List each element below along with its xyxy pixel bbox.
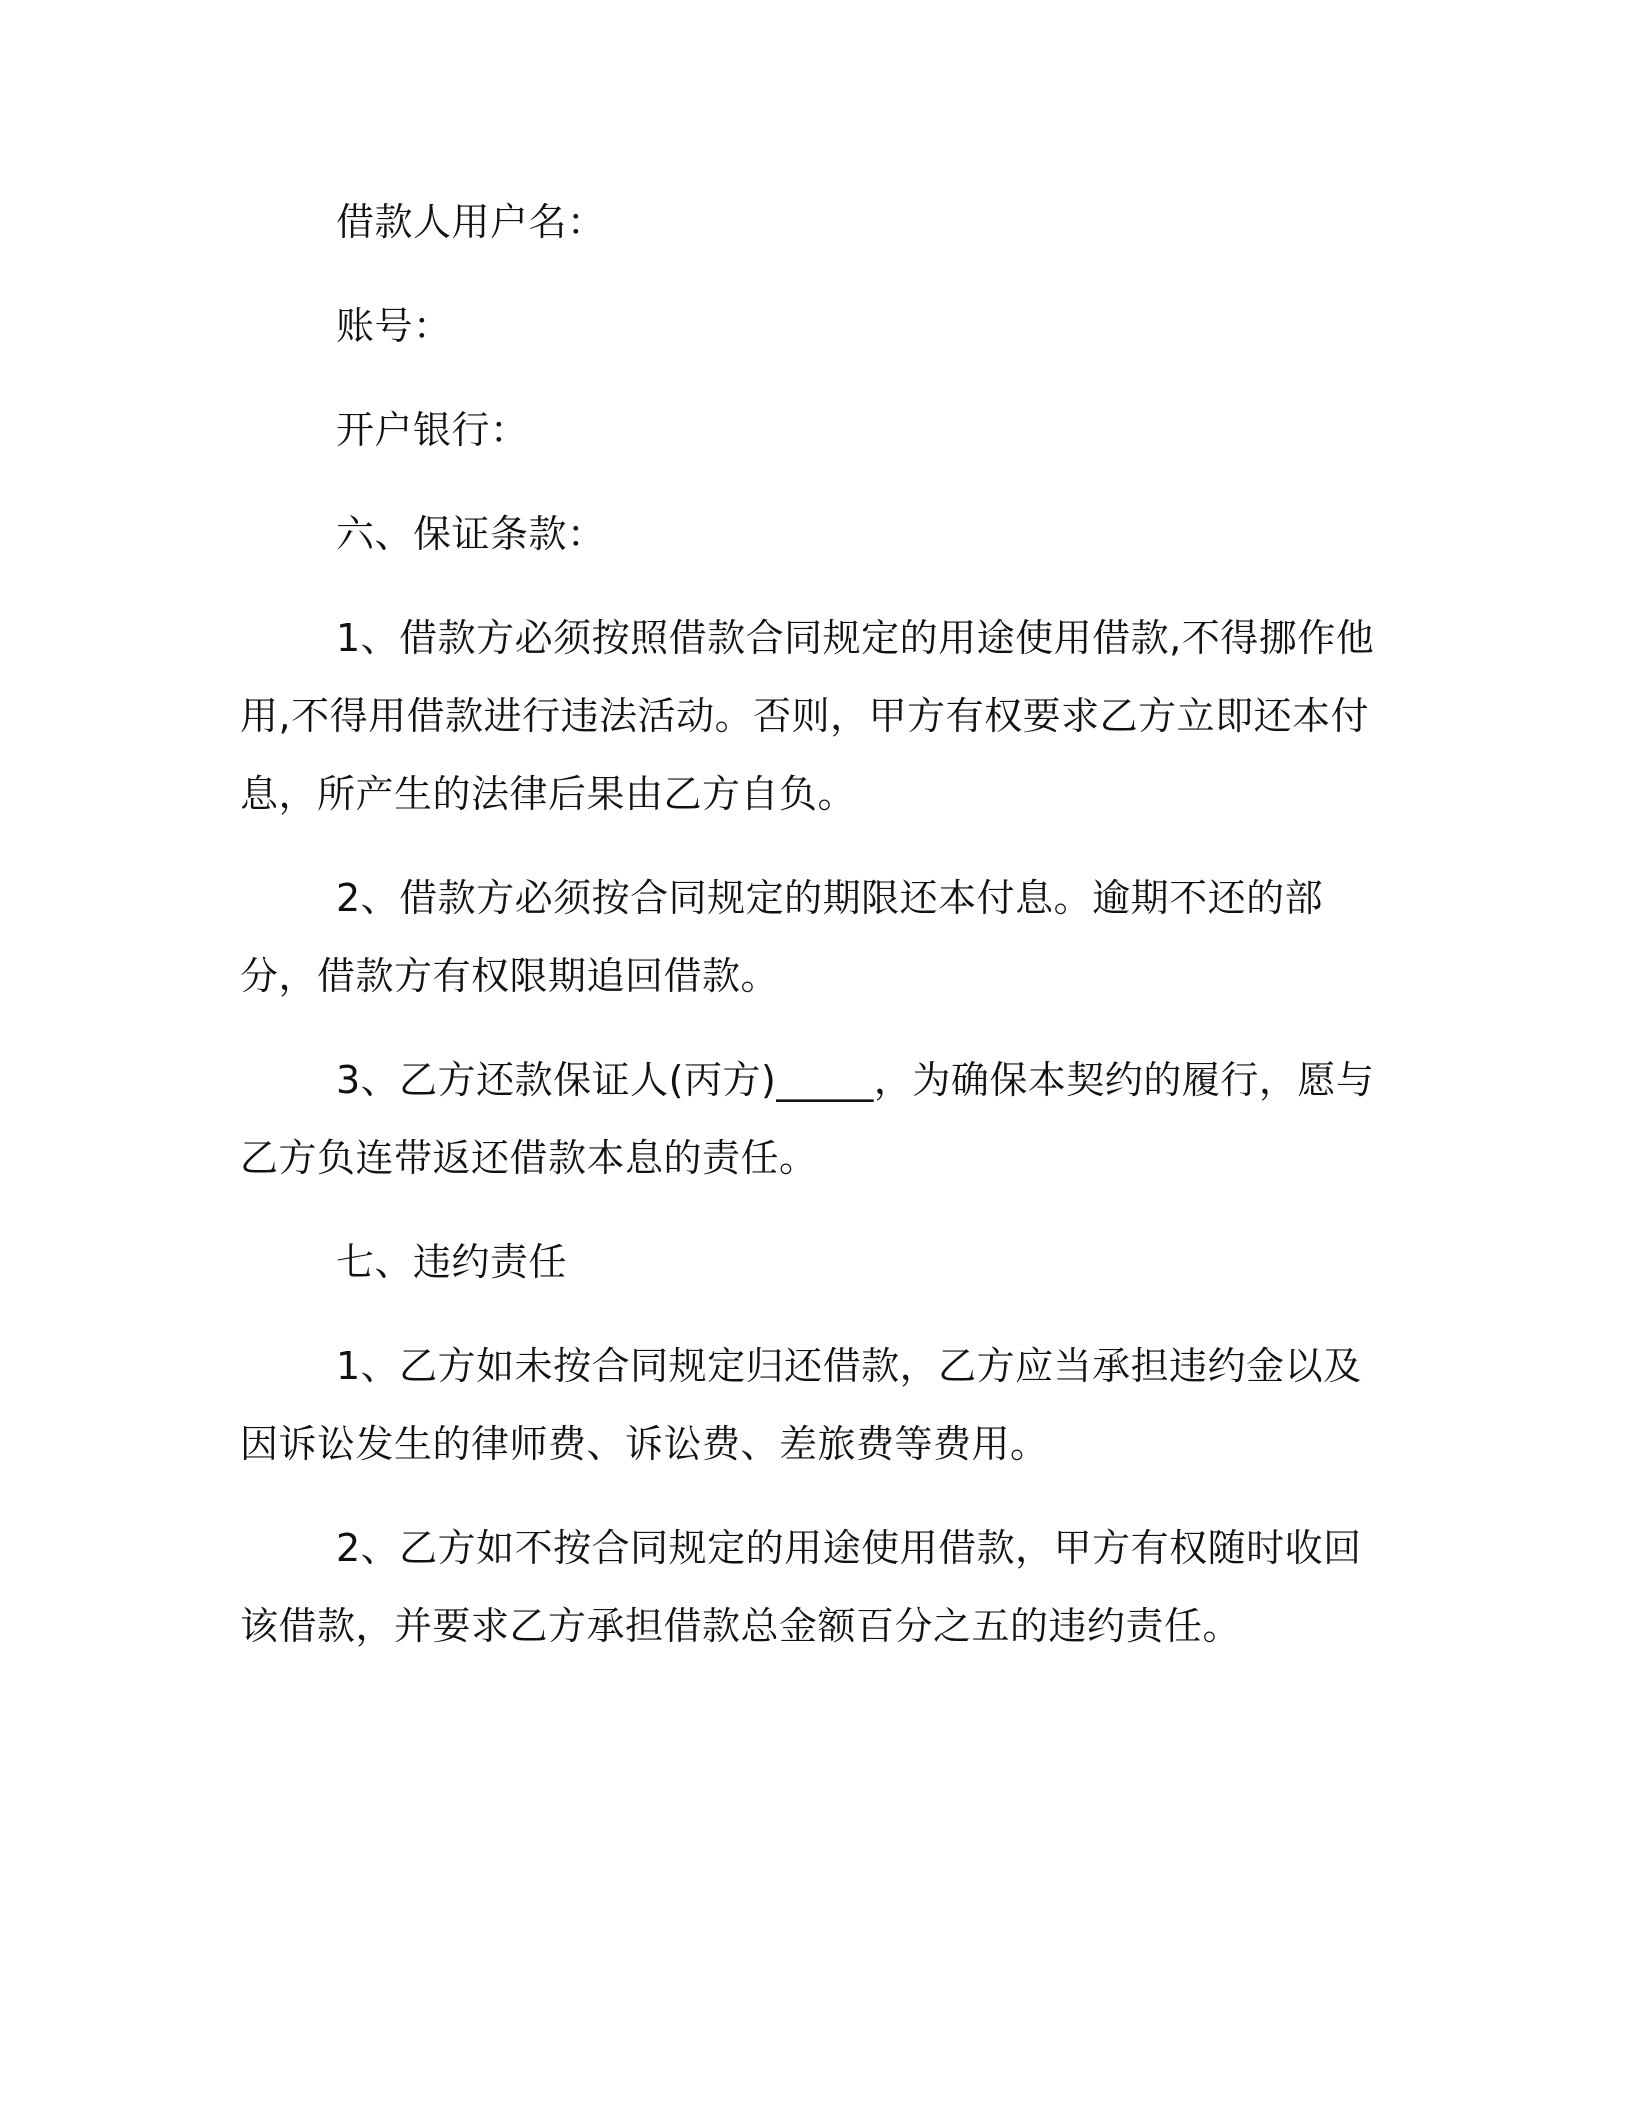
section-7-heading: 七、违约责任	[336, 1240, 568, 1284]
section-7-clause-1: 1、乙方如未按合同规定归还借款，乙方应当承担违约金以及因诉讼发生的律师费、诉讼费、差旅费等费用。	[240, 1344, 1362, 1466]
section-6-heading: 六、保证条款：	[336, 512, 606, 556]
section-6-clause-2: 2、借款方必须按合同规定的期限还本付息。逾期不还的部分，借款方有权限期追回借款。	[240, 876, 1324, 998]
account-number-label: 账号：	[336, 304, 452, 348]
section-6-clause-3: 3、乙方还款保证人(丙方)_____，为确保本契约的履行，愿与乙方负连带返还借款本息的责任。	[240, 1058, 1375, 1180]
section-7-clause-2: 2、乙方如不按合同规定的用途使用借款，甲方有权随时收回该借款，并要求乙方承担借款总金额百分之五的违约责任。	[240, 1526, 1362, 1648]
section-6-clause-1: 1、借款方必须按照借款合同规定的用途使用借款,不得挪作他用,不得用借款进行违法活动。否则，甲方有权要求乙方立即还本付息，所产生的法律后果由乙方自负。	[240, 616, 1375, 816]
document-body	[240, 183, 1390, 1691]
borrower-username-label: 借款人用户名：	[336, 200, 606, 244]
opening-bank-label: 开户银行：	[336, 408, 529, 452]
